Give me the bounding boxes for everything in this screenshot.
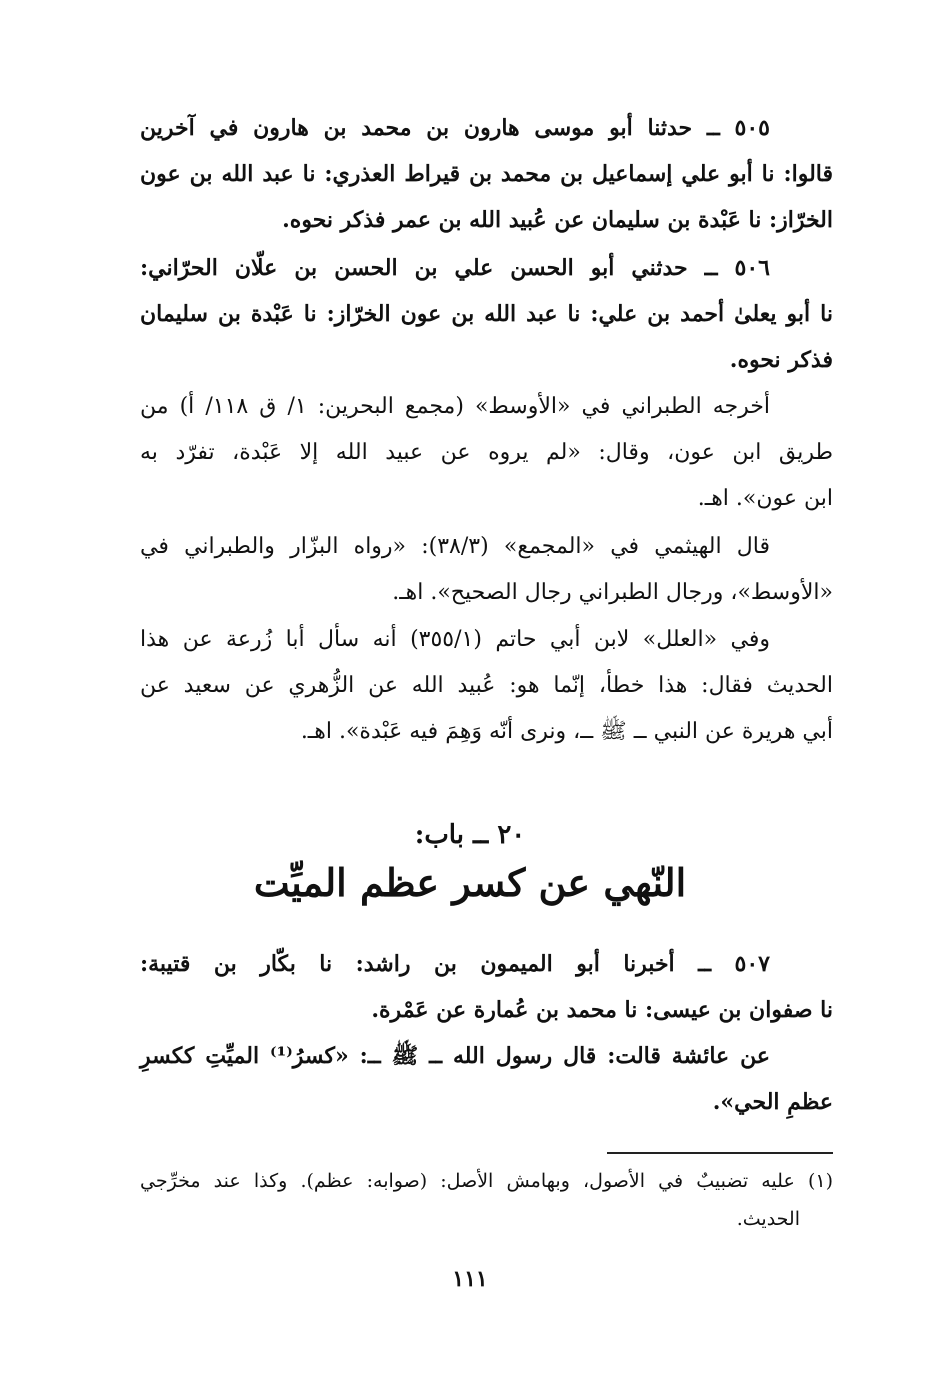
takhrij-1-line-3: ابن عون». اهـ.	[697, 486, 833, 511]
hadith-506-line-3: فذكر نحوه.	[729, 347, 833, 373]
hadith-505-line-1: ٥٠٥ ــ حدثنا أبو موسى هارون بن محمد بن هارون في آخرين	[140, 115, 770, 141]
takhrij-3-line-1: وفي «العلل» لابن أبي حاتم (٣٥٥/١) أنه سأل أبا زُرعة عن هذا	[140, 627, 770, 652]
hadith-505-line-2: قالوا: نا أبو علي إسماعيل بن محمد بن قيراط العذري: نا عبد الله بن عون	[140, 161, 833, 187]
takhrij-1-line-1: أخرجه الطبراني في «الأوسط» (مجمع البحرين: ١/ ق ١١٨/ أ) من	[140, 394, 770, 419]
takhrij-3-line-2: الحديث فقال: هذا خطأ، إنّما هو: عُبيد الله عن الزُّهري عن سعيد عن	[140, 673, 833, 698]
takhrij-3-line-3: أبي هريرة عن النبي ــ ﷺ ــ، ونرى أنّه وَهِمَ فيه عَبْدة». اهـ.	[300, 719, 833, 744]
footnote-line-2: الحديث.	[736, 1208, 800, 1230]
hadith-505-line-3: الخرّاز: نا عَبْدة بن سليمان عن عُبيد الله بن عمر فذكر نحوه.	[282, 207, 833, 233]
hadith-507-line-1: ٥٠٧ ــ أخبرنا أبو الميمون بن راشد: نا بكّار بن قتيبة:	[140, 951, 770, 977]
hadith-506-line-2: نا أبو يعلىٰ أحمد بن علي: نا عبد الله بن عون الخرّاز: نا عَبْدة بن سليمان	[140, 301, 834, 327]
page-number: ١١١	[452, 1266, 488, 1292]
chapter-number: ٢٠ ــ باب:	[414, 820, 526, 850]
chapter-title: النّهي عن كسر عظم الميِّت	[253, 860, 687, 905]
footnote-line-1: (١) عليه تضبيبٌ في الأصول، وبهامش الأصل: (صوابه: عظم). وكذا عند مخرِّجي	[140, 1170, 833, 1192]
hadith-507-line-2: نا صفوان بن عيسى: نا محمد بن عُمارة عن عَمْرة.	[371, 997, 833, 1023]
takhrij-1-line-2: طريق ابن عون، وقال: «لم يروه عن عبيد الله إلا عَبْدة، تفرّد به	[140, 440, 833, 465]
hadith-507-line-3: عن عائشة قالت: قال رسول الله ــ ﷺ ــ: «كسرُ⁽¹⁾ الميِّتِ ككسرِ	[140, 1043, 770, 1069]
hadith-507-line-4: عظمِ الحي».	[712, 1089, 833, 1115]
footnote-separator	[607, 1152, 833, 1154]
takhrij-2-line-1: قال الهيثمي في «المجمع» (٣٨/٣): «رواه البزّار والطبراني في	[140, 534, 770, 559]
hadith-506-line-1: ٥٠٦ ــ حدثني أبو الحسن علي بن الحسن بن علّان الحرّاني:	[140, 255, 770, 281]
takhrij-2-line-2: «الأوسط»، ورجال الطبراني رجال الصحيح». اهـ.	[392, 580, 833, 605]
